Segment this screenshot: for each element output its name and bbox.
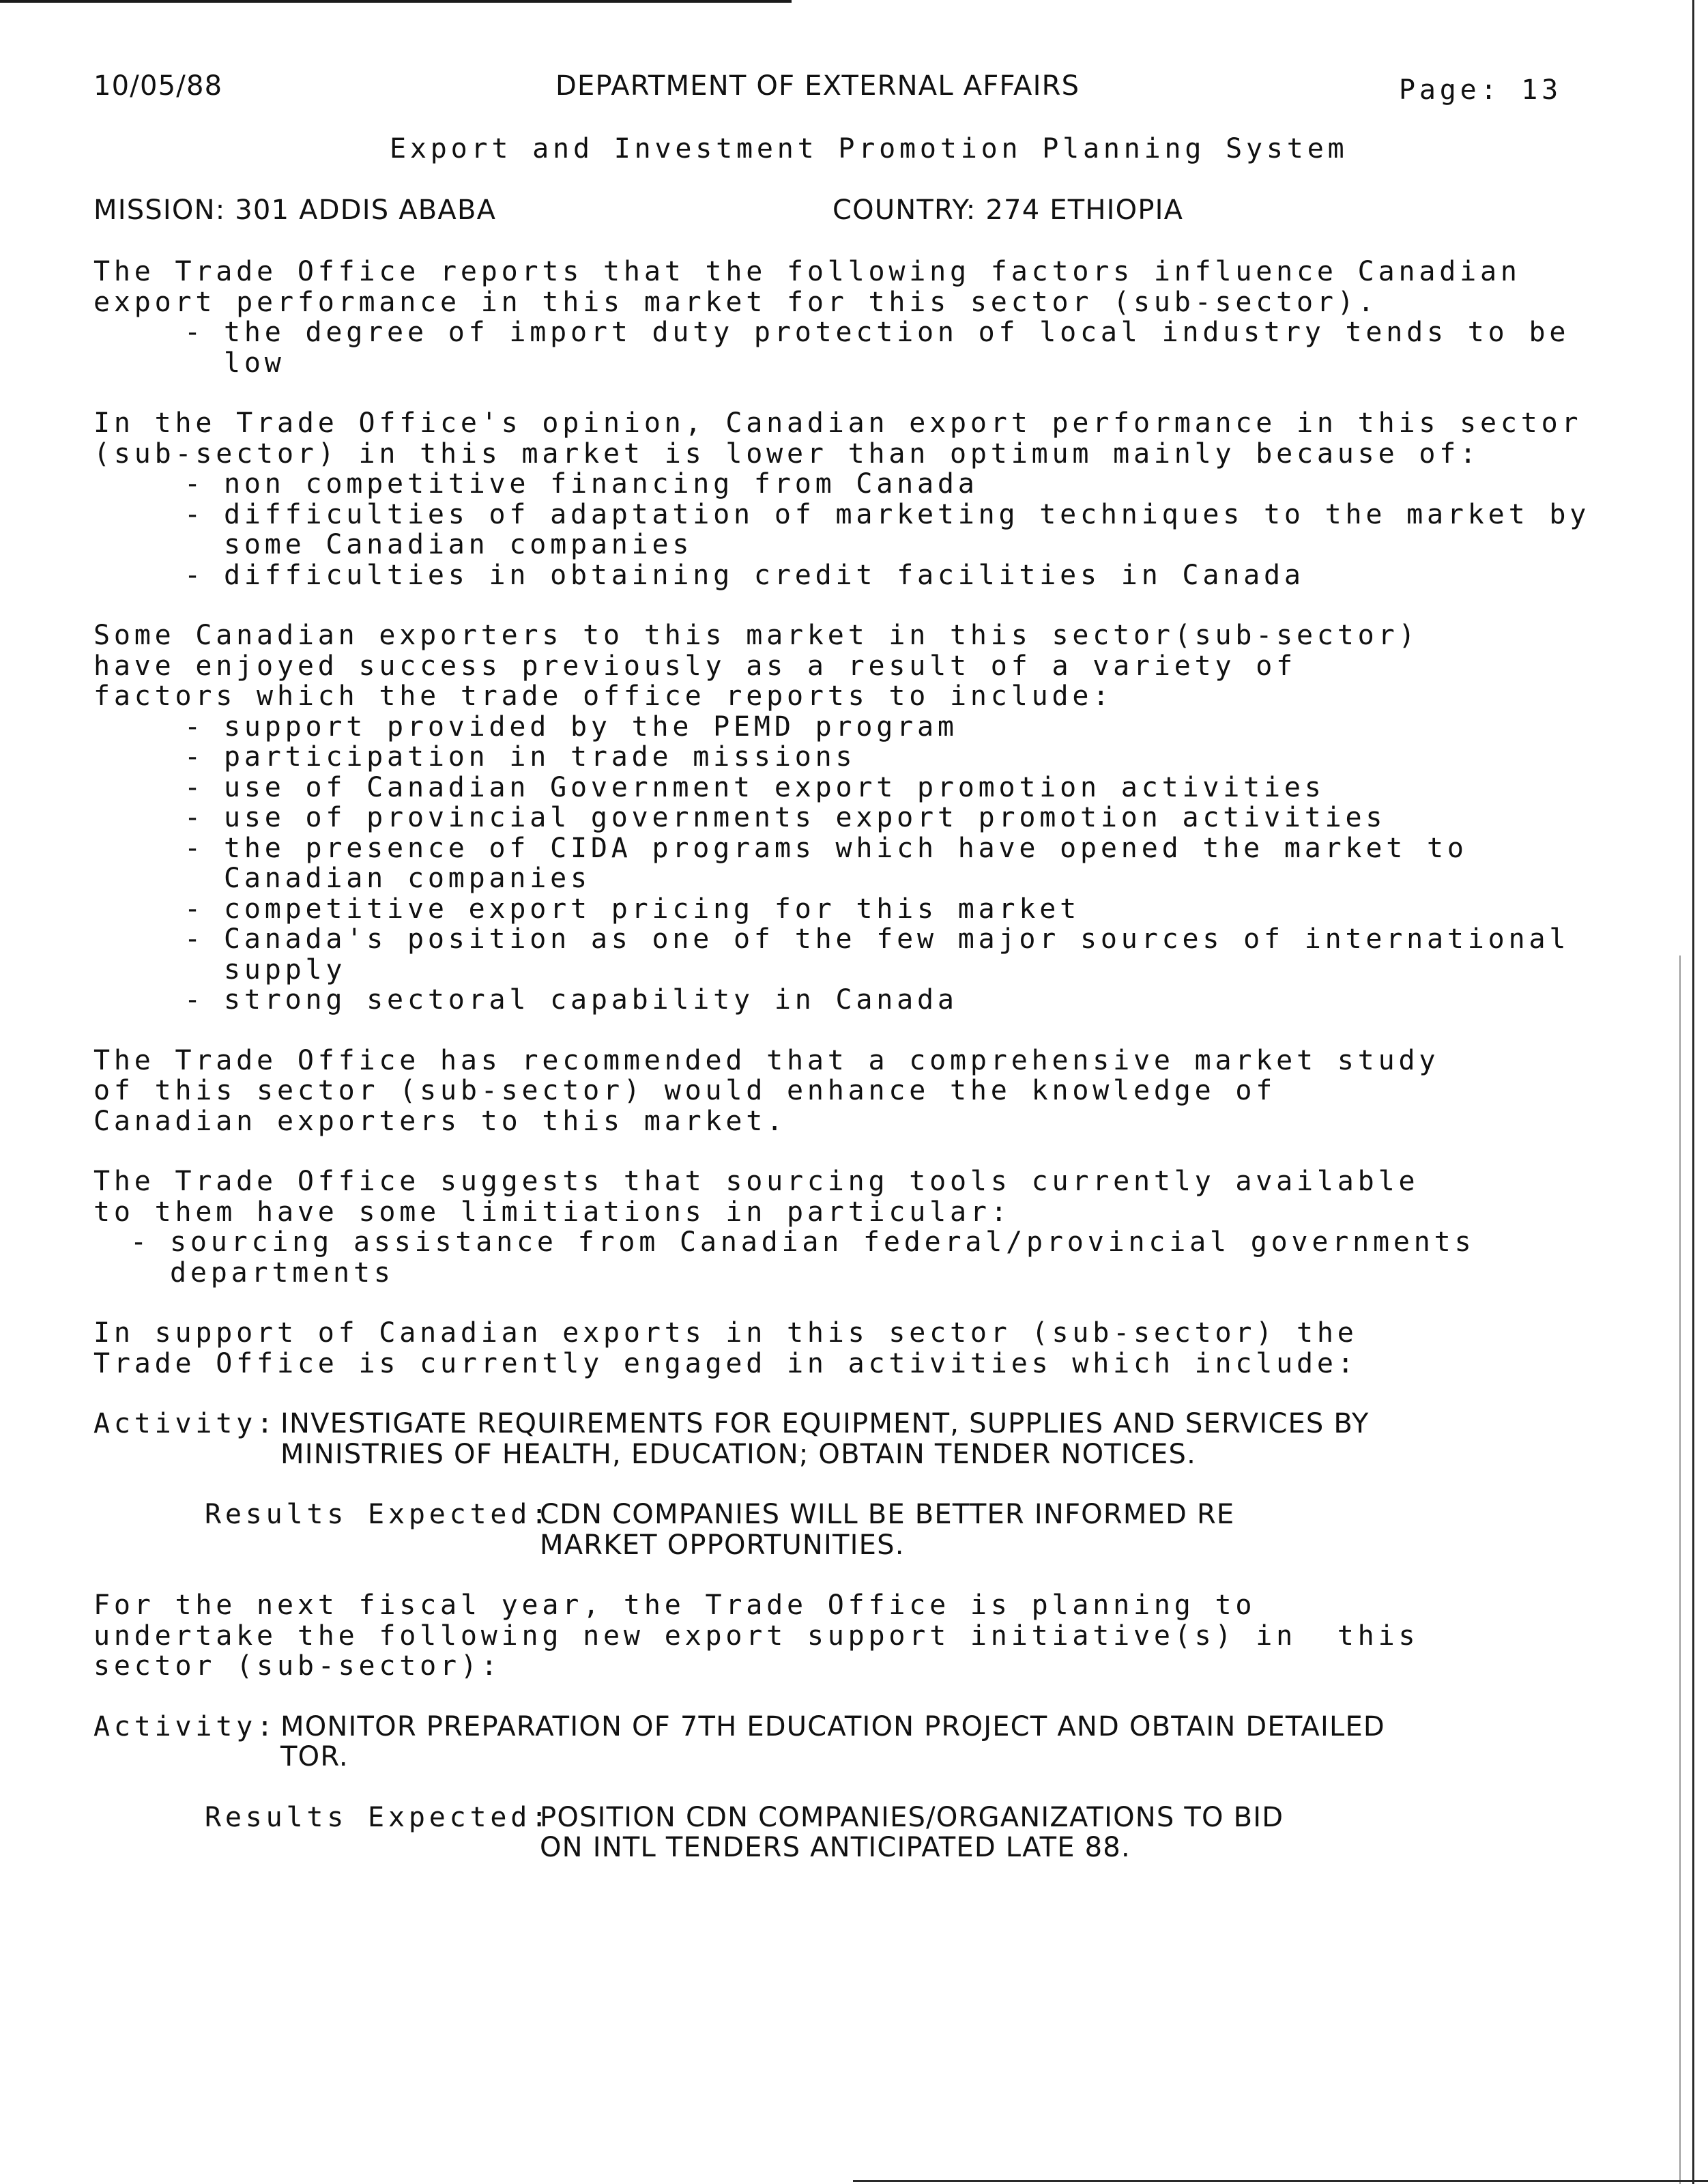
report-body [93, 256, 1591, 1863]
paragraph-line: export performance in this market for this sector (sub-sector). [93, 286, 1378, 318]
paragraph-line: have enjoyed success previously as a result of a variety of [93, 650, 1297, 682]
activity-text-line: MINISTRIES OF HEALTH, EDUCATION; OBTAIN TENDER NOTICES. [280, 1438, 1197, 1470]
scan-edge-top [0, 0, 792, 3]
results-planned [93, 1802, 1526, 1863]
success-section [93, 620, 1570, 1016]
activity-planned [93, 1712, 1526, 1772]
paragraph-line: to them have some limitiations in particular: [93, 1196, 1011, 1228]
paragraph-line: The Trade Office has recommended that a comprehensive market study [93, 1044, 1440, 1076]
activity-label: Activity: [93, 1710, 277, 1742]
list-item: - strong sectoral capability in Canada [184, 984, 958, 1016]
paragraph-line: Canadian exporters to this market. [93, 1105, 787, 1137]
department-title: DEPARTMENT OF EXTERNAL AFFAIRS [555, 70, 1080, 102]
paragraph-line: The Trade Office suggests that sourcing tools currently available [93, 1166, 1419, 1197]
document-page [93, 68, 1591, 1863]
report-date: 10/05/88 [93, 70, 223, 102]
country-label: COUNTRY: 274 ETHIOPIA [833, 195, 1184, 226]
list-item-continuation: low [224, 347, 285, 379]
list-item: - competitive export pricing for this market [184, 893, 1081, 925]
results-text-line: ON INTL TENDERS ANTICIPATED LATE 88. [540, 1832, 1131, 1863]
mission-row [93, 195, 1526, 229]
sourcing-section [93, 1166, 1526, 1288]
list-item: - Canada's position as one of the few major sources of international [184, 923, 1570, 955]
paragraph-line: undertake the following new export support initiative(s) in this [93, 1620, 1419, 1652]
paragraph-line: factors which the trade office reports to include: [93, 680, 1114, 712]
activity-label: Activity: [93, 1408, 277, 1439]
list-item-continuation: departments [170, 1256, 394, 1289]
activity-text-line: MONITOR PREPARATION OF 7TH EDUCATION PROJECT AND OBTAIN DETAILED [280, 1710, 1385, 1742]
scan-edge-right-inner [1679, 956, 1681, 2184]
results-text-line: POSITION CDN COMPANIES/ORGANIZATIONS TO BID [540, 1801, 1284, 1833]
activity-text-line: TOR. [280, 1741, 349, 1772]
list-item: - use of provincial governments export promotion activities [184, 802, 1387, 833]
paragraph-line: Some Canadian exporters to this market in this sector(sub-sector) [93, 620, 1419, 651]
list-item: - non competitive financing from Canada [184, 468, 979, 500]
study-section [93, 1046, 1526, 1137]
activity-current [93, 1409, 1526, 1469]
paragraph-line: (sub-sector) in this market is lower than optimum mainly because of: [93, 437, 1480, 470]
paragraph-line: The Trade Office reports that the following factors influence Canadian [93, 256, 1521, 287]
activity-text-line: INVESTIGATE REQUIREMENTS FOR EQUIPMENT, SUPPLIES AND SERVICES BY [280, 1408, 1370, 1439]
results-label: Results Expected: [205, 1801, 551, 1833]
scan-edge-right [1692, 0, 1694, 2184]
paragraph-line: Trade Office is currently engaged in activities which include: [93, 1347, 1358, 1379]
list-item: - support provided by the PEMD program [184, 710, 958, 743]
factors-section [93, 256, 1570, 379]
paragraph-line: In the Trade Office's opinion, Canadian export performance in this sector [93, 407, 1582, 439]
list-item: - participation in trade missions [184, 741, 856, 773]
paragraph-line: In support of Canadian exports in this sector (sub-sector) the [93, 1317, 1358, 1349]
list-item: - sourcing assistance from Canadian federal/provincial governments [130, 1226, 1475, 1258]
next-year-section [93, 1590, 1526, 1682]
page-number: Page: 13 [1399, 74, 1563, 106]
paragraph-line: sector (sub-sector): [93, 1650, 502, 1682]
list-item-continuation: some Canadian companies [224, 529, 693, 560]
results-current [93, 1499, 1526, 1560]
paragraph-line: For the next fiscal year, the Trade Office is planning to [93, 1590, 1256, 1621]
results-label: Results Expected: [205, 1499, 551, 1530]
list-item: - difficulties of adaptation of marketing techniques to the market by [184, 498, 1591, 530]
system-subtitle: Export and Investment Promotion Planning System [390, 133, 1348, 164]
list-item: - use of Canadian Government export promotion activities [184, 771, 1325, 803]
list-item: - the presence of CIDA programs which have opened the market to [184, 832, 1468, 864]
opinion-section [93, 407, 1591, 591]
mission-label: MISSION: 301 ADDIS ABABA [93, 195, 497, 226]
support-section [93, 1318, 1526, 1379]
list-item: - the degree of import duty protection of local industry tends to be [184, 317, 1570, 348]
list-item-continuation: supply [224, 953, 347, 986]
list-item-continuation: Canadian companies [224, 863, 591, 894]
scan-edge-bottom [853, 2180, 1708, 2182]
results-text-line: CDN COMPANIES WILL BE BETTER INFORMED RE [540, 1499, 1235, 1530]
paragraph-line: of this sector (sub-sector) would enhance the knowledge of [93, 1075, 1277, 1106]
header [93, 68, 1563, 123]
list-item: - difficulties in obtaining credit facilities in Canada [184, 559, 1305, 591]
results-text-line: MARKET OPPORTUNITIES. [540, 1529, 905, 1561]
